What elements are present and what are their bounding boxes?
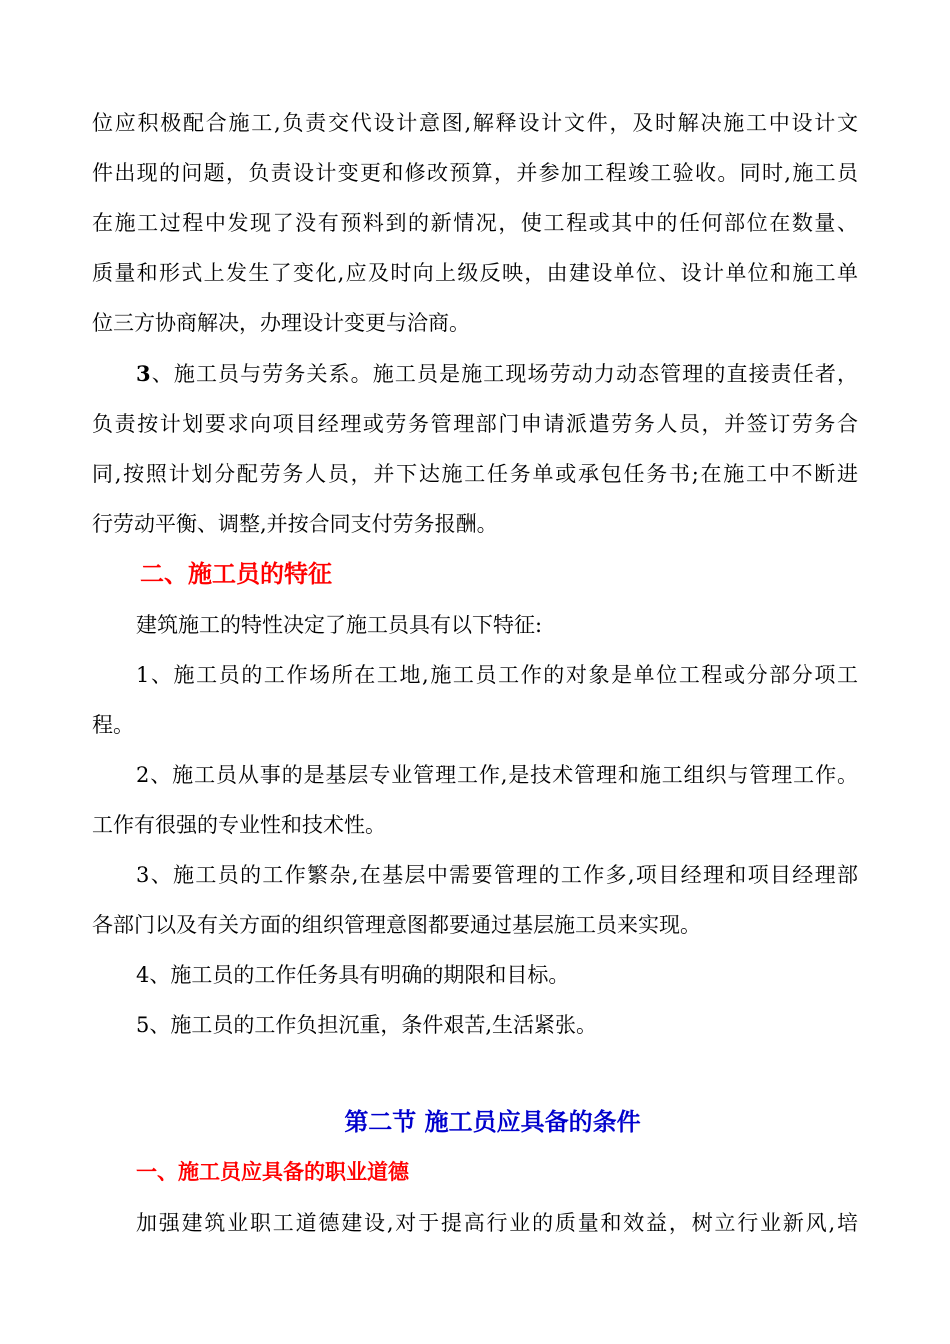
section2-intro: 建筑施工的特性决定了施工员具有以下特征: xyxy=(136,613,543,637)
para1-line-2: 件出现的问题，负责设计变更和修改预算，并参加工程竣工验收。同时,施工员 xyxy=(92,161,858,185)
para1-line-4: 质量和形式上发生了变化,应及时向上级反映，由建设单位、设计单位和施工单 xyxy=(92,261,858,285)
section2-item-2-cont: 工作有很强的专业性和技术性。 xyxy=(92,813,386,837)
para2-line-3: 同,按照计划分配劳务人员，并下达施工任务单或承包任务书;在施工中不断进 xyxy=(92,462,858,486)
para1-line-5: 位三方协商解决，办理设计变更与洽商。 xyxy=(92,311,470,335)
section2-item-3-cont: 各部门以及有关方面的组织管理意图都要通过基层施工员来实现。 xyxy=(92,913,701,937)
para2-first-line-text: 、施工员与劳务关系。施工员是施工现场劳动力动态管理的直接责任者， xyxy=(150,362,858,386)
para2-number: 3 xyxy=(136,361,151,386)
subsection1-line-1: 加强建筑业职工道德建设,对于提高行业的质量和效益，树立行业新风,培 xyxy=(136,1211,858,1235)
section2-item-1: 1、施工员的工作场所在工地,施工员工作的对象是单位工程或分部分项工 xyxy=(136,663,858,687)
section2-item-1-cont: 程。 xyxy=(92,713,134,737)
section2-item-3: 3、施工员的工作繁杂,在基层中需要管理的工作多,项目经理和项目经理部 xyxy=(136,863,858,887)
section2-item-2: 2、施工员从事的是基层专业管理工作,是技术管理和施工组织与管理工作。 xyxy=(136,763,858,787)
chapter-title: 第二节 施工员应具备的条件 xyxy=(344,1107,641,1136)
para2-line-2: 负责按计划要求向项目经理或劳务管理部门申请派遣劳务人员，并签订劳务合 xyxy=(92,412,858,436)
para1-line-1: 位应积极配合施工,负责交代设计意图,解释设计文件，及时解决施工中设计文 xyxy=(92,111,858,135)
section2-item-4: 4、施工员的工作任务具有明确的期限和目标。 xyxy=(136,963,570,987)
subsection1-heading: 一、施工员应具备的职业道德 xyxy=(136,1159,409,1184)
para2-line-4: 行劳动平衡、调整,并按合同支付劳务报酬。 xyxy=(92,512,498,536)
section2-item-5: 5、施工员的工作负担沉重，条件艰苦,生活紧张。 xyxy=(136,1013,598,1037)
para1-line-3: 在施工过程中发现了没有预料到的新情况，使工程或其中的任何部位在数量、 xyxy=(92,211,858,235)
section2-heading: 二、施工员的特征 xyxy=(140,559,332,588)
para2-line-1 xyxy=(136,359,858,389)
